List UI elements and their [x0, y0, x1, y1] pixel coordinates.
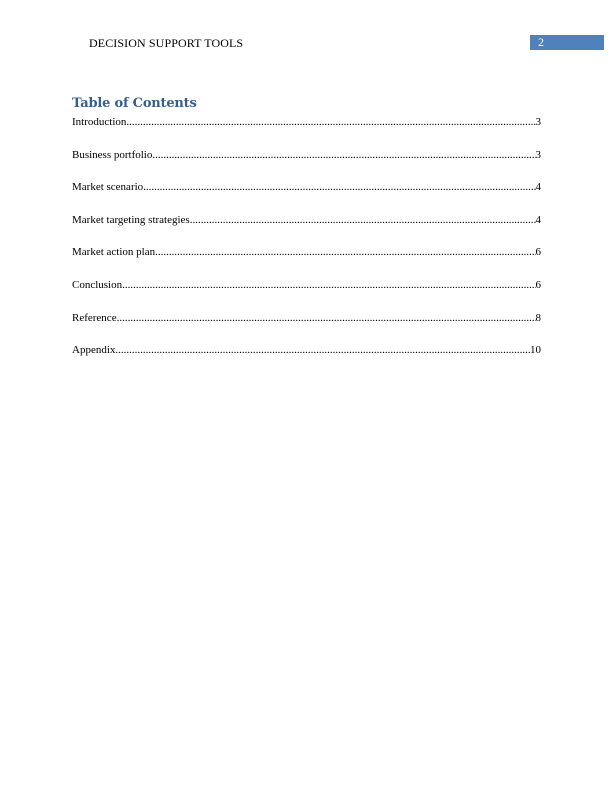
toc-entry-page: 3 [535, 148, 541, 161]
toc-dot-leader [122, 277, 535, 293]
toc-dot-leader [152, 147, 535, 163]
page-number-badge [530, 35, 604, 50]
toc-dot-leader [155, 244, 535, 260]
toc-dot-leader [117, 310, 536, 326]
toc-entry-conclusion[interactable] [72, 277, 541, 310]
toc-dot-leader [143, 179, 535, 195]
toc-entry-page: 10 [530, 344, 541, 357]
toc-entry-label: Business portfolio [72, 148, 153, 161]
toc-entry-market-scenario[interactable] [72, 179, 541, 212]
toc-entry-label: Reference [72, 311, 117, 324]
toc-entry-market-action-plan[interactable] [72, 244, 541, 277]
running-title: DECISION SUPPORT TOOLS [89, 36, 244, 50]
toc-entry-label: Market scenario [72, 181, 144, 194]
toc-dot-leader [115, 342, 530, 358]
table-of-contents [72, 114, 541, 375]
toc-entry-label: Introduction [72, 116, 127, 128]
toc-entry-page: 3 [535, 116, 541, 128]
toc-entry-page: 6 [535, 246, 541, 259]
toc-entry-appendix[interactable] [72, 342, 541, 375]
toc-entry-reference[interactable] [72, 310, 541, 343]
toc-entry-page: 4 [535, 181, 541, 194]
toc-entry-market-targeting-strategies[interactable] [72, 212, 541, 245]
toc-heading: Table of Contents [72, 96, 197, 111]
toc-entry-page: 4 [535, 213, 541, 226]
toc-entry-business-portfolio[interactable] [72, 147, 541, 180]
toc-entry-introduction[interactable] [72, 114, 541, 147]
toc-entry-label: Market targeting strategies [72, 213, 190, 226]
toc-entry-label: Market action plan [72, 246, 156, 259]
page-number: 2 [538, 35, 544, 49]
toc-entry-label: Appendix [72, 344, 116, 357]
toc-entry-page: 8 [535, 311, 541, 324]
toc-entry-page: 6 [535, 278, 541, 291]
toc-entry-label: Conclusion [72, 278, 123, 291]
toc-dot-leader [126, 114, 535, 130]
toc-dot-leader [190, 212, 536, 228]
